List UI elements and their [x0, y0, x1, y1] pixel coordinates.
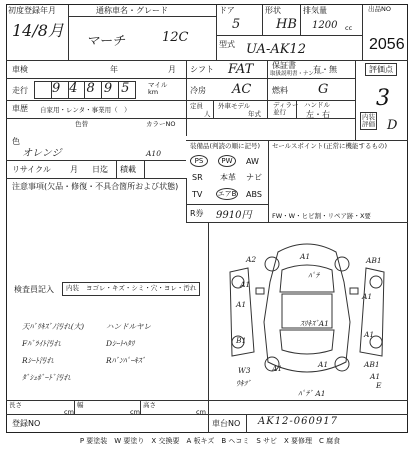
height-label: 高さ: [143, 401, 156, 409]
chassis-no-label: 車台NO: [212, 419, 241, 428]
damage-label-11: ｳｷﾂﾞ: [236, 379, 251, 388]
equipment-title: 装備品(判読の順に記号): [190, 142, 261, 150]
color-change-label: 色替: [75, 120, 88, 128]
recycle-col-until: 日迄: [92, 165, 108, 174]
width-unit: cm: [130, 408, 140, 416]
doors-label: ドア: [219, 6, 235, 15]
inspection-label: 車検: [12, 65, 28, 74]
damage-label-17: A1: [272, 364, 283, 373]
height-unit: cm: [196, 408, 206, 416]
inspection-year-label: 年: [110, 65, 118, 74]
first-registration-value: 14/8月: [12, 21, 64, 40]
shape-label: 形状: [265, 6, 281, 15]
damage-label-13: AB1: [364, 360, 380, 369]
note-line-6: Rﾊﾞﾝﾊﾟｰｷｽﾞ: [106, 356, 146, 365]
exhibit-no-label: 出品NO: [368, 5, 391, 13]
history-options: 自家用・レンタ・事業用（ ）: [40, 106, 131, 114]
ac-label: 冷房: [190, 86, 206, 95]
color-value: オレンジ: [22, 148, 62, 159]
damage-label-15: E: [376, 381, 382, 390]
legend: P 要塗装 W 要塗り X 交換要 A 板キズ B ヘコミ S サビ X 要修理 C 腐食: [79, 437, 341, 445]
damage-label-7: A1: [236, 300, 247, 309]
damage-label-9: B1: [236, 336, 247, 345]
equipment-aw: AW: [246, 157, 259, 166]
equipment-ps: PS: [190, 155, 208, 167]
capacity-label: 定員: [190, 102, 203, 110]
mileage-unit: マイル km: [148, 81, 168, 96]
note-line-2: ハンドルヤレ: [106, 322, 151, 331]
width-label: 幅: [77, 401, 84, 409]
fuel-value: G: [318, 82, 329, 97]
equipment-leather: 本革: [220, 173, 236, 182]
model-change-label: 外車モデル: [218, 102, 251, 110]
note-line-3: Fﾊﾞﾗｲﾄ汚れ: [22, 339, 61, 348]
dealer-label: ディラー 並行: [273, 101, 299, 116]
model-name-value: マーチ: [86, 34, 126, 49]
fuel-label: 燃料: [272, 86, 288, 95]
warranty-sub-label: 取扱説明書・ナンバー: [270, 71, 325, 77]
inspection-month-label: 月: [168, 65, 176, 74]
equipment-tv: TV: [192, 190, 203, 199]
recycle-col-load: 積載: [120, 165, 136, 174]
note-line-4: Dｼｰﾄﾍﾀﾘ: [106, 339, 135, 348]
displacement-label: 排気量: [303, 6, 327, 15]
damage-label-2: A1: [300, 252, 311, 261]
damage-label-6: A1: [362, 292, 373, 301]
color-no-label: カラーNO: [146, 120, 176, 128]
name-grade-label: 通称車名・グレード: [96, 6, 168, 15]
r-ticket-label: R券: [190, 209, 204, 218]
warranty-label: 保証書: [272, 61, 296, 70]
history-label: 車歴: [12, 104, 28, 113]
warranty-value: 有・無: [313, 65, 337, 74]
shape-value: HB: [276, 17, 297, 32]
first-registration-label: 初度登録年月: [8, 6, 56, 15]
note-line-5: Rｼｰﾄ汚れ: [22, 356, 54, 365]
damage-label-5: ﾊﾟﾃ: [308, 271, 320, 280]
equipment-navi: ナビ: [246, 173, 262, 182]
equipment-airbag: エアB: [217, 190, 237, 198]
grade-label: 評価点: [365, 63, 397, 76]
inspector-label: 検査員記入: [14, 285, 54, 294]
ac-value: AC: [232, 82, 252, 97]
shift-label: シフト: [190, 65, 214, 74]
exhibit-no-value: 2056: [369, 36, 405, 53]
sales-point-label: セールスポイント(正常に機能するもの): [272, 142, 387, 150]
damage-label-14: A1: [370, 372, 381, 381]
displacement-value: 1200: [312, 20, 338, 31]
damage-label-3: AB1: [366, 256, 382, 265]
equipment-sr: SR: [192, 173, 203, 182]
color-no-value: A10: [146, 149, 161, 158]
inspector-interior: 内装: [66, 284, 79, 292]
notes-title: 注意事項(欠品・修復・不具合箇所および状態): [12, 182, 179, 191]
damage-label-4: A1: [240, 280, 251, 289]
recycle-col-month: 月: [70, 165, 78, 174]
damage-label-1: A2: [246, 255, 257, 264]
chassis-no-value: AK12-060917: [258, 416, 338, 427]
grade-value: 3: [376, 86, 390, 111]
model-change-unit: 年式: [248, 110, 261, 118]
damage-label-10: W3: [238, 366, 251, 375]
interior-value: D: [387, 118, 398, 133]
displacement-unit: cc: [345, 24, 353, 32]
note-line-1: 天ﾊﾞﾘｷｽﾞﾉ汚れ(大): [22, 322, 85, 331]
handle-label: ハンドル: [304, 101, 330, 109]
length-label: 長さ: [9, 401, 22, 409]
damage-header: FW・W・ヒビ割・リペア跡・X要: [272, 212, 371, 220]
model-code-label: 型式: [219, 40, 235, 49]
inspector-conditions: ヨゴレ・キズ・シミ・穴・ヨレ・汚れ: [86, 284, 197, 292]
damage-label-12: A1: [364, 330, 375, 339]
recycle-label: リサイクル: [12, 165, 51, 174]
equipment-pw: PW: [218, 155, 236, 167]
color-label: 色: [12, 137, 20, 146]
damage-label-18: ﾊﾟﾃﾞ A1: [298, 389, 326, 398]
r-ticket-value: 9910円: [216, 210, 252, 221]
equipment-abs: ABS: [246, 190, 262, 199]
mileage-value: 94895: [52, 81, 139, 96]
registration-no-label: 登録NO: [12, 419, 41, 428]
doors-value: 5: [232, 17, 241, 32]
handle-value: 左・右: [306, 110, 330, 119]
mileage-label: 走行: [12, 86, 28, 95]
capacity-unit: 人: [204, 110, 211, 118]
damage-label-8: ｽﾘｷｽﾞA1: [300, 319, 329, 328]
length-unit: cm: [64, 408, 74, 416]
damage-label-16: A1: [318, 360, 329, 369]
model-code-value: UA-AK12: [246, 42, 306, 57]
note-line-7: ﾀﾞｼｭﾎﾞｰﾄﾞ汚れ: [22, 373, 71, 382]
shift-value: FAT: [228, 62, 254, 77]
grade-value: 12C: [162, 30, 189, 45]
interior-label: 内装 評価: [362, 113, 375, 128]
